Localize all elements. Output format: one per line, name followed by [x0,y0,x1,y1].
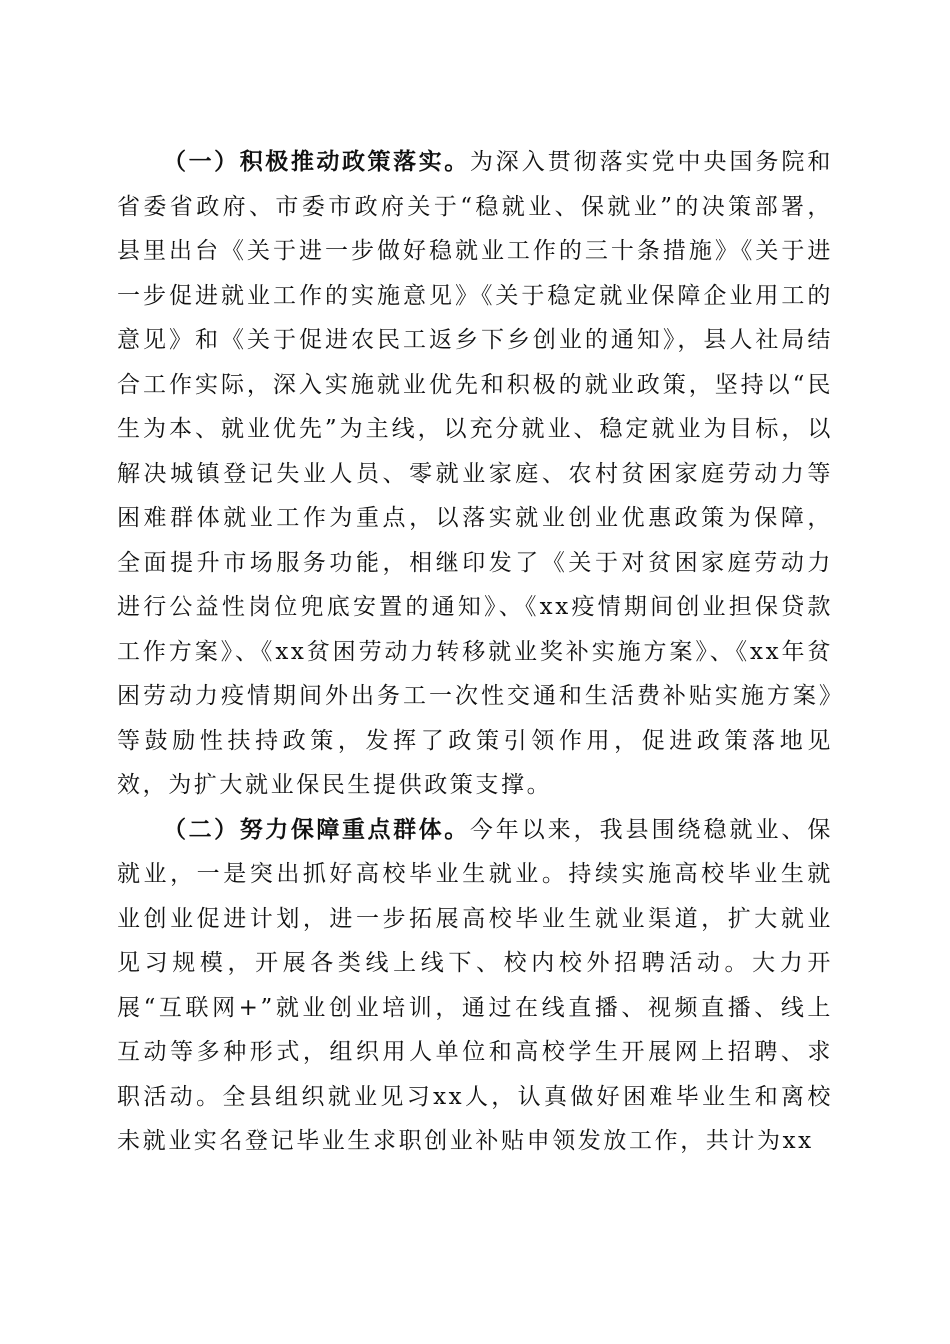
paragraph-key-groups [117,808,833,1164]
section-heading-1: （一）积极推动政策落实。 [163,149,470,175]
section-heading-2: （二）努力保障重点群体。 [163,816,470,843]
document-body [117,140,833,1164]
paragraph-text-1: 为深入贯彻落实党中央国务院和省委省政府、市委市政府关于“稳就业、保就业”的决策部署，县里出台《关于进一步做好稳就业工作的三十条措施》《关于进一步促进就业工作的实施意见》《关于稳定就业保障企业用工的意见》和《关于促进农民工返乡下乡创业的通知》，县人社局结合工作实际，深入实施就业优先和积极的就业政策，坚持以“民生为本、就业优先”为主线，以充分就业、稳定就业为目标，以解决城镇登记失业人员、零就业家庭、农村贫困家庭劳动力等困难群体就业工作为重点，以落实就业创业优惠政策为保障，全面提升市场服务功能，相继印发了《关于对贫困家庭劳动力进行公益性岗位兜底安置的通知》、《xx疫情期间创业担保贷款工作方案》、《xx贫困劳动力转移就业奖补实施方案》、《xx年贫困劳动力疫情期间外出务工一次性交通和生活费补贴实施方案》等鼓励性扶持政策，发挥了政策引领作用，促进政策落地见效，为扩大就业保民生提供政策支撑。 [117,149,833,798]
paragraph-policy-implementation [117,140,833,808]
paragraph-text-2: 今年以来，我县围绕稳就业、保就业，一是突出抓好高校毕业生就业。持续实施高校毕业生就业创业促进计划，进一步拓展高校毕业生就业渠道，扩大就业见习规模，开展各类线上线下、校内校外招聘活动。大力开展“互联网+”就业创业培训，通过在线直播、视频直播、线上互动等多种形式，组织用人单位和高校学生开展网上招聘、求职活动。全县组织就业见习xx人，认真做好困难毕业生和离校未就业实名登记毕业生求职创业补贴申领发放工作，共计为xx [117,816,833,1154]
